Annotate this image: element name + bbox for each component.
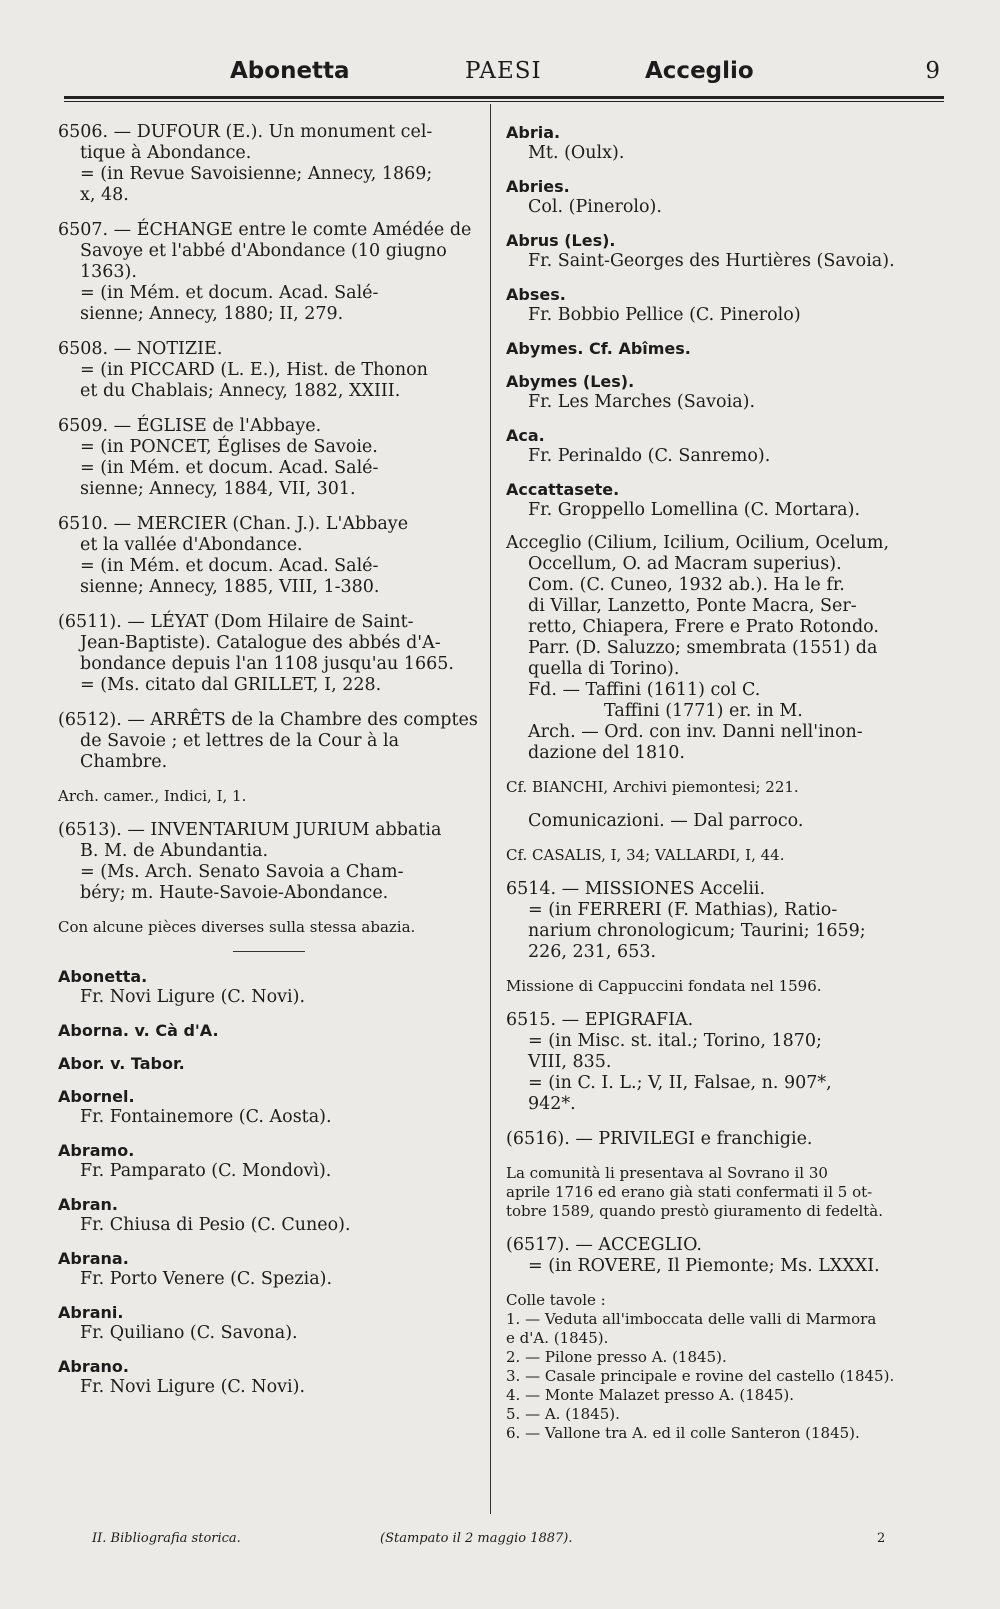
- place-name: Abrani.: [58, 1303, 124, 1322]
- footer-left: II. Bibliografia storica.: [92, 1531, 241, 1546]
- entry-line: aprile 1716 ed erano già stati confermati il 5 ot-: [506, 1183, 873, 1201]
- bibliography-entry: [58, 787, 480, 806]
- acceglio-line: Occellum, O. ad Macram superius).: [528, 554, 842, 574]
- entry-line: Arch. camer., Indici, I, 1.: [58, 787, 247, 805]
- entry-line: Missione di Cappuccini fondata nel 1596.: [506, 977, 822, 995]
- bibliography-entry: [58, 612, 480, 696]
- place-entry: [58, 1356, 480, 1398]
- entry-line: 6515. — EPIGRAFIA.: [506, 1010, 694, 1030]
- entry-line: 226, 231, 653.: [528, 942, 657, 962]
- place-name: Accattasete.: [506, 480, 620, 499]
- acceglio-line: quella di Torino).: [528, 659, 680, 679]
- bibliography-entry: [58, 820, 480, 904]
- place-entry: [506, 479, 942, 521]
- page-number: 9: [925, 58, 940, 84]
- place-name: Abrano.: [58, 1357, 129, 1376]
- entry-line: 3. — Casale principale e rovine del castello (1845).: [506, 1367, 895, 1385]
- entry-line: 6514. — MISSIONES Accelii.: [506, 879, 766, 899]
- entry-line: 1. — Veduta all'imboccata delle valli di Marmora: [506, 1310, 877, 1328]
- section-separator: [233, 951, 305, 952]
- place-entry: [58, 1140, 480, 1182]
- entry-line: tique à Abondance.: [80, 143, 252, 163]
- bibliography-entry: [506, 879, 942, 963]
- place-location: Fr. Fontainemore (C. Aosta).: [80, 1107, 332, 1127]
- bibliography-entry: [506, 1164, 942, 1221]
- entry-line: 2. — Pilone presso A. (1845).: [506, 1348, 727, 1366]
- place-location: Fr. Bobbio Pellice (C. Pinerolo): [528, 305, 801, 325]
- place-name: Abymes (Les).: [506, 372, 635, 391]
- place-name: Abrana.: [58, 1249, 129, 1268]
- bibliography-entry: [506, 1010, 942, 1115]
- place-name: Aca.: [506, 426, 545, 445]
- entry-line: et du Chablais; Annecy, 1882, XXIII.: [80, 381, 401, 401]
- acceglio-line: Com. (C. Cuneo, 1932 ab.). Ha le fr.: [528, 575, 845, 595]
- acceglio-line: di Villar, Lanzetto, Ponte Macra, Ser-: [528, 596, 857, 616]
- entry-line: (6517). — ACCEGLIO.: [506, 1235, 702, 1255]
- left-places: [58, 966, 480, 1398]
- acceglio-line: retto, Chiapera, Frere e Prato Rotondo.: [528, 617, 879, 637]
- acceglio-line: Fd. — Taffini (1611) col C.: [528, 680, 761, 700]
- entry-line: narium chronologicum; Taurini; 1659;: [528, 921, 866, 941]
- place-entry: [58, 1194, 480, 1236]
- place-location: Fr. Perinaldo (C. Sanremo).: [528, 446, 771, 466]
- column-divider: [490, 104, 491, 1514]
- entry-line: = (in Revue Savoisienne; Annecy, 1869;: [80, 164, 433, 184]
- cf-bianchi: Cf. BIANCHI, Archivi piemontesi; 221.: [506, 778, 799, 796]
- place-entry: [58, 966, 480, 1008]
- place-entry: [58, 1020, 480, 1041]
- entry-line: sienne; Annecy, 1880; II, 279.: [80, 304, 344, 324]
- cf-casalis: Cf. CASALIS, I, 34; VALLARDI, I, 44.: [506, 846, 785, 864]
- entry-line: sienne; Annecy, 1885, VIII, 1-380.: [80, 577, 380, 597]
- footer-signature: 2: [877, 1531, 886, 1546]
- place-location: Fr. Saint-Georges des Hurtières (Savoia).: [528, 251, 895, 271]
- entry-line: (6513). — INVENTARIUM JURIUM abbatia: [58, 820, 442, 840]
- entry-line: B. M. de Abundantia.: [80, 841, 269, 861]
- bibliography-entry: [58, 416, 480, 500]
- acceglio-line: Acceglio (Cilium, Icilium, Ocilium, Ocelum,: [506, 533, 890, 553]
- place-location: Fr. Pamparato (C. Mondovì).: [80, 1161, 332, 1181]
- entry-line: 6508. — NOTIZIE.: [58, 339, 223, 359]
- entry-line: 6507. — ÉCHANGE entre le comte Amédée de: [58, 220, 472, 240]
- place-location: Fr. Chiusa di Pesio (C. Cuneo).: [80, 1215, 351, 1235]
- acceglio-entry: [506, 533, 942, 764]
- place-name: Abor. v. Tabor.: [58, 1054, 185, 1073]
- place-name: Abornel.: [58, 1087, 135, 1106]
- entry-line: VIII, 835.: [528, 1052, 612, 1072]
- entry-line: 6510. — MERCIER (Chan. J.). L'Abbaye: [58, 514, 409, 534]
- bibliography-entry: [506, 1129, 942, 1150]
- place-entry: [58, 1248, 480, 1290]
- left-entries: [58, 122, 480, 937]
- entry-line: x, 48.: [80, 185, 129, 205]
- entry-line: Savoye et l'abbé d'Abondance (10 giugno: [80, 241, 447, 261]
- header-right-word: Acceglio: [645, 58, 754, 84]
- place-location: Fr. Novi Ligure (C. Novi).: [80, 987, 306, 1007]
- place-name: Abses.: [506, 285, 566, 304]
- place-entry: [506, 371, 942, 413]
- entry-line: 6506. — DUFOUR (E.). Un monument cel-: [58, 122, 433, 142]
- header-section-title: PAESI: [465, 58, 542, 84]
- entry-line: (6512). — ARRÊTS de la Chambre des comptes: [58, 710, 478, 730]
- place-location: Col. (Pinerolo).: [528, 197, 662, 217]
- place-entry: [506, 122, 942, 164]
- bibliography-entry: [58, 122, 480, 206]
- entry-line: Jean-Baptiste). Catalogue des abbés d'A-: [80, 633, 441, 653]
- right-entries: [506, 879, 942, 1443]
- entry-line: = (in Misc. st. ital.; Torino, 1870;: [528, 1031, 822, 1051]
- bibliography-entry: [58, 339, 480, 402]
- place-location: Fr. Novi Ligure (C. Novi).: [80, 1377, 306, 1397]
- entry-line: Colle tavole :: [506, 1291, 606, 1309]
- header-rule-thin: [64, 101, 944, 102]
- bibliography-entry: [506, 1291, 942, 1443]
- entry-line: 6509. — ÉGLISE de l'Abbaye.: [58, 416, 322, 436]
- entry-line: = (Ms. Arch. Senato Savoia a Cham-: [80, 862, 404, 882]
- entry-line: bondance depuis l'an 1108 jusqu'au 1665.: [80, 654, 454, 674]
- acceglio-lines: [506, 533, 942, 764]
- bibliography-entry: [506, 977, 942, 996]
- running-header: [60, 58, 940, 98]
- entry-line: = (in Mém. et docum. Acad. Salé-: [80, 458, 379, 478]
- entry-line: (6516). — PRIVILEGI e franchigie.: [506, 1129, 813, 1149]
- place-entry: [58, 1086, 480, 1128]
- entry-line: = (in Mém. et docum. Acad. Salé-: [80, 283, 379, 303]
- place-location: Fr. Les Marches (Savoia).: [528, 392, 756, 412]
- bibliography-entry: [58, 220, 480, 325]
- bibliography-entry: [58, 918, 480, 937]
- entry-line: 942*.: [528, 1094, 576, 1114]
- place-name: Abonetta.: [58, 967, 148, 986]
- acceglio-line: Taffini (1771) er. in M.: [604, 701, 803, 721]
- entry-line: = (Ms. citato dal GRILLET, I, 228.: [80, 675, 382, 695]
- entry-line: 4. — Monte Malazet presso A. (1845).: [506, 1386, 795, 1404]
- entry-line: 1363).: [80, 262, 137, 282]
- place-name: Abria.: [506, 123, 561, 142]
- entry-line: béry; m. Haute-Savoie-Abondance.: [80, 883, 389, 903]
- left-column: [58, 122, 480, 1410]
- place-entry: [506, 425, 942, 467]
- comunicazioni-line: Comunicazioni. — Dal parroco.: [528, 811, 804, 831]
- place-entry: [506, 230, 942, 272]
- bibliography-entry: [58, 710, 480, 773]
- place-name: Aborna. v. Cà d'A.: [58, 1021, 219, 1040]
- right-places: [506, 122, 942, 521]
- entry-line: = (in FERRERI (F. Mathias), Ratio-: [528, 900, 838, 920]
- header-left-word: Abonetta: [230, 58, 350, 84]
- acceglio-line: Arch. — Ord. con inv. Danni nell'inon-: [528, 722, 863, 742]
- footer-center: (Stampato il 2 maggio 1887).: [380, 1531, 573, 1546]
- place-entry: [506, 284, 942, 326]
- entry-line: La comunità li presentava al Sovrano il 30: [506, 1164, 828, 1182]
- place-name: Abries.: [506, 177, 570, 196]
- place-entry: [506, 176, 942, 218]
- header-rule-thick: [64, 96, 944, 99]
- entry-line: 5. — A. (1845).: [506, 1405, 620, 1423]
- entry-line: Chambre.: [80, 752, 168, 772]
- place-location: Fr. Quiliano (C. Savona).: [80, 1323, 298, 1343]
- entry-line: tobre 1589, quando prestò giuramento di fedeltà.: [506, 1202, 883, 1220]
- place-name: Abymes. Cf. Abîmes.: [506, 339, 691, 358]
- place-entry: [58, 1053, 480, 1074]
- entry-line: = (in PICCARD (L. E.), Hist. de Thonon: [80, 360, 428, 380]
- place-location: Fr. Groppello Lomellina (C. Mortara).: [528, 500, 861, 520]
- entry-line: Con alcune pièces diverses sulla stessa abazia.: [58, 918, 416, 936]
- place-location: Fr. Porto Venere (C. Spezia).: [80, 1269, 333, 1289]
- bibliography-entry: [506, 1235, 942, 1277]
- entry-line: (6511). — LÉYAT (Dom Hilaire de Saint-: [58, 612, 414, 632]
- acceglio-line: dazione del 1810.: [528, 743, 685, 763]
- bibliography-entry: [58, 514, 480, 598]
- place-name: Abran.: [58, 1195, 118, 1214]
- entry-line: = (in C. I. L.; V, II, Falsae, n. 907*,: [528, 1073, 832, 1093]
- place-name: Abramo.: [58, 1141, 135, 1160]
- entry-line: = (in PONCET, Églises de Savoie.: [80, 437, 378, 457]
- place-entry: [58, 1302, 480, 1344]
- place-entry: [506, 338, 942, 359]
- right-column: [506, 122, 942, 1457]
- entry-line: = (in Mém. et docum. Acad. Salé-: [80, 556, 379, 576]
- place-name: Abrus (Les).: [506, 231, 616, 250]
- entry-line: e d'A. (1845).: [506, 1329, 609, 1347]
- place-location: Mt. (Oulx).: [528, 143, 625, 163]
- acceglio-line: Parr. (D. Saluzzo; smembrata (1551) da: [528, 638, 878, 658]
- entry-line: 6. — Vallone tra A. ed il colle Santeron (1845).: [506, 1424, 860, 1442]
- entry-line: de Savoie ; et lettres de la Cour à la: [80, 731, 400, 751]
- entry-line: sienne; Annecy, 1884, VII, 301.: [80, 479, 356, 499]
- entry-line: = (in ROVERE, Il Piemonte; Ms. LXXXI.: [528, 1256, 880, 1276]
- entry-line: et la vallée d'Abondance.: [80, 535, 303, 555]
